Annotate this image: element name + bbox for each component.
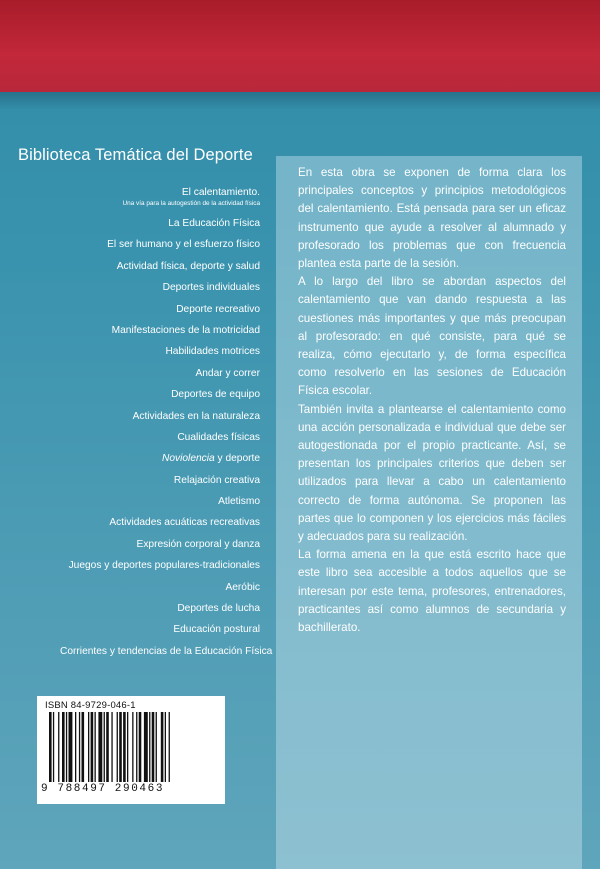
barcode-bar: [117, 712, 118, 782]
list-item: Habilidades motrices: [165, 346, 260, 358]
list-item: [60, 452, 260, 473]
list-item: Juegos y deportes populares-tradicionales: [68, 560, 260, 572]
barcode-bar: [79, 712, 80, 782]
barcode-bars: [49, 712, 215, 782]
list-item: Actividades acuáticas recreativas: [109, 517, 260, 529]
barcode-bar: [119, 712, 122, 782]
barcode-bar: [82, 712, 85, 782]
list-item-rest: y deporte: [214, 453, 260, 465]
paragraph: La forma amena en la que está escrito hace que este libro sea accesible a todos aquellos que se interesan por este tema, profesores, entrenadores, practicantes así como alumnos de secundaria y bachillerato.: [298, 548, 566, 635]
barcode-bar: [53, 712, 54, 782]
top-red-band: [0, 0, 600, 92]
barcode-bar: [95, 712, 96, 782]
barcode-bar: [169, 712, 170, 782]
list-item: Deportes individuales: [162, 282, 260, 294]
barcode-bar: [69, 712, 73, 782]
barcode-bar: [149, 712, 150, 782]
paragraph: También invita a plantearse el calentamiento como una acción personalizada e individual que debe ser autogestionada por el propio practicante. Así, se presentan los principales criterios que deben ser utilizados para llevar a cabo un calentamiento correcto de forma autónoma. Se proponen las partes que lo componen y los ejercicios más fáciles y adecuados para su realización.: [298, 402, 566, 544]
list-item: Relajación creativa: [173, 474, 260, 486]
barcode-bar: [136, 712, 137, 782]
paragraph: En esta obra se exponen de forma clara los principales conceptos y principios metodológicos del calentamiento. Está pensada para ser un eficaz instrumento que ayude a resolver al alumnado y profesorado los problemas que con frecuencia plantea esta parte de la sesión.: [298, 166, 566, 271]
list-item: [60, 186, 260, 217]
barcode-bar: [62, 712, 65, 782]
list-item: Educación postural: [173, 624, 260, 636]
barcode-bar: [156, 712, 157, 782]
list-item: Actividad física, deporte y salud: [116, 260, 260, 272]
list-item-label: El calentamiento.: [181, 187, 260, 198]
barcode-bar: [91, 712, 94, 782]
barcode-bar: [161, 712, 164, 782]
list-item: Aeróbic: [225, 581, 260, 593]
barcode-bar: [165, 712, 166, 782]
barcode-bar: [139, 712, 142, 782]
list-item: Corrientes y tendencias de la Educación Física: [60, 645, 273, 657]
series-title: Biblioteca Temática del Deporte: [18, 146, 253, 164]
list-item: Cualidades físicas: [177, 431, 260, 443]
barcode-bar: [127, 712, 128, 782]
band-shadow: [0, 92, 600, 110]
barcode-bar: [144, 712, 148, 782]
list-item: Andar y correr: [195, 367, 260, 379]
series-title-list: [60, 186, 273, 666]
list-item: El ser humano y el esfuerzo físico: [107, 239, 260, 251]
barcode-bar: [104, 712, 105, 782]
list-item: La Educación Física: [168, 218, 260, 229]
barcode-bar: [98, 712, 102, 782]
list-item: Expresión corporal y danza: [136, 538, 260, 550]
barcode-bar: [66, 712, 67, 782]
barcode-digits: 9 788497 290463: [41, 783, 165, 795]
list-item-italic: Noviolencia: [162, 453, 215, 465]
list-item: Deporte recreativo: [176, 303, 260, 315]
barcode-bar: [152, 712, 155, 782]
list-item: Manifestaciones de la motricidad: [111, 324, 260, 336]
paragraph: A lo largo del libro se abordan aspectos del calentamiento que van dando respuesta a las cuestiones más importantes y que más preocupan al profesorado: en qué consiste, para qué se realiza, cómo ejecutarlo y, de forma específica como resolverlo en las sesiones de Educación Física escolar.: [298, 275, 566, 398]
description-text: [298, 164, 566, 637]
list-item: Deportes de equipo: [171, 389, 260, 401]
list-item: Deportes de lucha: [177, 603, 260, 615]
list-item: Actividades en la naturaleza: [132, 410, 260, 422]
barcode-bar: [49, 712, 52, 782]
list-item-subtitle: Una vía para la autogestión de la actividad física: [122, 200, 260, 207]
barcode-bar: [132, 712, 133, 782]
barcode-bar: [88, 712, 89, 782]
barcode-bar: [111, 712, 112, 782]
list-item: Atletismo: [218, 496, 260, 508]
barcode-bar: [58, 712, 59, 782]
barcode-bar: [75, 712, 76, 782]
barcode-bar: [123, 712, 126, 782]
barcode-box: [37, 696, 225, 804]
barcode-bar: [106, 712, 109, 782]
isbn-label: ISBN 84-9729-046-1: [45, 700, 136, 711]
